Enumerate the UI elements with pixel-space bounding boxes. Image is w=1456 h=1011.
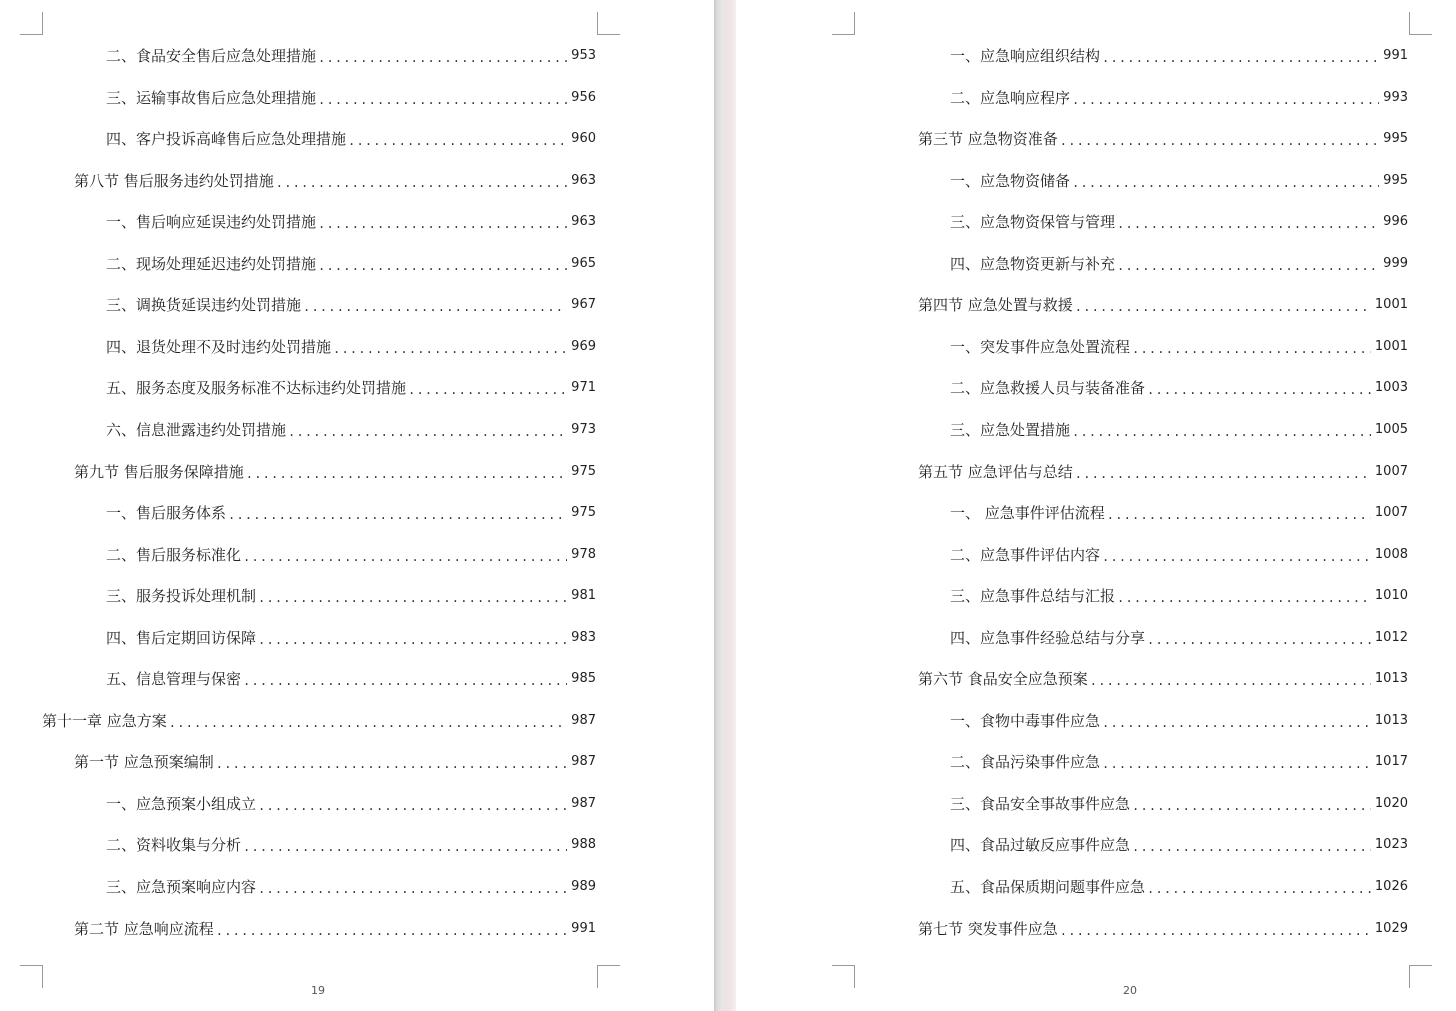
margin-mark-bottom-left (20, 965, 43, 988)
toc-entry-page-number: 975 (571, 505, 596, 520)
margin-mark-top-left (832, 12, 855, 35)
toc-entry-page-number: 975 (571, 464, 596, 479)
toc-entry-title: 五、服务态度及服务标准不达标违约处罚措施 (106, 379, 407, 397)
toc-leader-dots (243, 547, 567, 567)
page-gutter (714, 0, 736, 1011)
toc-leader-dots (318, 90, 567, 110)
toc-entry-page-number: 953 (571, 48, 596, 63)
toc-entry[interactable] (106, 628, 596, 648)
toc-leader-dots (1132, 339, 1371, 359)
toc-leader-dots (1075, 464, 1371, 484)
document-page-right (736, 0, 1456, 1011)
toc-leader-dots (1132, 796, 1371, 816)
toc-entry-page-number: 983 (571, 630, 596, 645)
toc-entry-page-number: 993 (1383, 90, 1408, 105)
toc-entry-page-number: 985 (571, 671, 596, 686)
toc-entry-page-number: 965 (571, 256, 596, 271)
toc-entry[interactable] (950, 545, 1408, 565)
toc-entry-title: 三、调换货延误违约处罚措施 (106, 296, 302, 314)
toc-entry[interactable] (950, 46, 1408, 66)
toc-leader-dots (216, 754, 567, 774)
toc-entry-title: 四、退货处理不及时违约处罚措施 (106, 338, 332, 356)
toc-leader-dots (1102, 48, 1379, 68)
toc-entry-title: 二、应急救援人员与装备准备 (950, 379, 1146, 397)
toc-leader-dots (276, 173, 567, 193)
toc-entry-page-number: 1012 (1374, 630, 1408, 645)
toc-entry-page-number: 995 (1383, 173, 1408, 188)
toc-entry-page-number: 1007 (1374, 464, 1408, 479)
margin-mark-bottom-right (1409, 965, 1432, 988)
toc-entry-page-number: 1017 (1374, 754, 1408, 769)
toc-entry-page-number: 981 (571, 588, 596, 603)
toc-leader-dots (408, 380, 567, 400)
toc-entry-page-number: 1008 (1374, 547, 1408, 562)
toc-entry-title: 二、售后服务标准化 (106, 546, 242, 564)
toc-entry-title: 一、售后响应延误违约处罚措施 (106, 213, 317, 231)
toc-entry-title: 三、应急处置措施 (950, 421, 1071, 439)
toc-entry-title: 五、食品保质期问题事件应急 (950, 878, 1146, 896)
toc-leader-dots (228, 505, 567, 525)
toc-entry[interactable] (74, 171, 596, 191)
toc-entry-page-number: 1023 (1374, 837, 1408, 852)
toc-entry-title: 第三节 应急物资准备 (918, 130, 1058, 148)
toc-entry-page-number: 1026 (1374, 879, 1408, 894)
toc-entry-page-number: 1005 (1374, 422, 1408, 437)
toc-entry[interactable] (950, 877, 1408, 897)
toc-entry[interactable] (950, 171, 1408, 191)
toc-entry-page-number: 967 (571, 297, 596, 312)
toc-entry[interactable] (950, 378, 1408, 398)
toc-entry-page-number: 973 (571, 422, 596, 437)
toc-leader-dots (258, 630, 567, 650)
toc-entry-page-number: 1029 (1374, 921, 1408, 936)
toc-entry[interactable] (106, 254, 596, 274)
toc-entry-page-number: 988 (571, 837, 596, 852)
margin-mark-top-left (20, 12, 43, 35)
toc-entry-title: 二、现场处理延迟违约处罚措施 (106, 255, 317, 273)
toc-leader-dots (1117, 214, 1379, 234)
toc-entry[interactable] (950, 628, 1408, 648)
toc-leader-dots (1102, 547, 1371, 567)
toc-leader-dots (216, 921, 567, 941)
toc-entry[interactable] (106, 877, 596, 897)
toc-entry-title: 一、售后服务体系 (106, 504, 227, 522)
toc-entry-page-number: 991 (571, 921, 596, 936)
toc-entry-title: 第五节 应急评估与总结 (918, 463, 1073, 481)
toc-leader-dots (318, 48, 567, 68)
toc-entry-title: 三、应急物资保管与管理 (950, 213, 1116, 231)
toc-entry-title: 第四节 应急处置与救援 (918, 296, 1073, 314)
toc-entry-page-number: 989 (571, 879, 596, 894)
toc-entry-title: 二、应急事件评估内容 (950, 546, 1101, 564)
toc-entry-page-number: 1003 (1374, 380, 1408, 395)
toc-entry-title: 三、应急预案响应内容 (106, 878, 257, 896)
toc-entry[interactable] (106, 129, 596, 149)
toc-entry-title: 一、食物中毒事件应急 (950, 712, 1101, 730)
toc-entry-page-number: 960 (571, 131, 596, 146)
toc-leader-dots (1072, 422, 1371, 442)
toc-leader-dots (1090, 671, 1371, 691)
toc-entry[interactable] (950, 794, 1408, 814)
toc-leader-dots (258, 796, 567, 816)
toc-entry[interactable] (918, 669, 1408, 689)
toc-entry-title: 三、应急事件总结与汇报 (950, 587, 1116, 605)
toc-entry[interactable] (106, 337, 596, 357)
toc-entry[interactable] (950, 503, 1408, 523)
toc-entry[interactable] (106, 378, 596, 398)
toc-entry[interactable] (950, 88, 1408, 108)
toc-leader-dots (1102, 713, 1371, 733)
toc-entry-page-number: 956 (571, 90, 596, 105)
margin-mark-top-right (597, 12, 620, 35)
toc-entry[interactable] (918, 462, 1408, 482)
toc-leader-dots (1102, 754, 1371, 774)
toc-entry-title: 一、应急响应组织结构 (950, 47, 1101, 65)
toc-entry[interactable] (950, 337, 1408, 357)
toc-entry-title: 第九节 售后服务保障措施 (74, 463, 244, 481)
toc-leader-dots (1072, 90, 1379, 110)
margin-mark-bottom-right (597, 965, 620, 988)
toc-entry-page-number: 987 (571, 796, 596, 811)
toc-entry-title: 第六节 食品安全应急预案 (918, 670, 1088, 688)
toc-entry-title: 二、应急响应程序 (950, 89, 1071, 107)
toc-entry-title: 第八节 售后服务违约处罚措施 (74, 172, 274, 190)
toc-leader-dots (1147, 879, 1371, 899)
toc-entry-title: 二、食品污染事件应急 (950, 753, 1101, 771)
toc-entry-page-number: 995 (1383, 131, 1408, 146)
toc-entry[interactable] (74, 752, 596, 772)
toc-leader-dots (246, 464, 567, 484)
document-page-left (0, 0, 714, 1011)
toc-leader-dots (1147, 630, 1371, 650)
toc-entry-page-number: 1007 (1374, 505, 1408, 520)
toc-entry[interactable] (950, 586, 1408, 606)
toc-entry-title: 四、客户投诉高峰售后应急处理措施 (106, 130, 347, 148)
page-number: 19 (311, 984, 325, 997)
toc-entry[interactable] (106, 295, 596, 315)
toc-entry-title: 一、突发事件应急处置流程 (950, 338, 1131, 356)
toc-leader-dots (258, 588, 567, 608)
toc-leader-dots (1107, 505, 1371, 525)
toc-entry-title: 一、应急物资储备 (950, 172, 1071, 190)
toc-leader-dots (1072, 173, 1379, 193)
toc-entry-title: 四、应急事件经验总结与分享 (950, 629, 1146, 647)
toc-entry-page-number: 987 (571, 754, 596, 769)
toc-entry[interactable] (918, 295, 1408, 315)
margin-mark-top-right (1409, 12, 1432, 35)
toc-leader-dots (1075, 297, 1371, 317)
toc-leader-dots (1147, 380, 1371, 400)
toc-entry-page-number: 1001 (1374, 339, 1408, 354)
toc-entry-title: 第七节 突发事件应急 (918, 920, 1058, 938)
toc-entry-title: 四、应急物资更新与补充 (950, 255, 1116, 273)
toc-entry-page-number: 996 (1383, 214, 1408, 229)
toc-entry-page-number: 1020 (1374, 796, 1408, 811)
toc-entry-title: 一、应急预案小组成立 (106, 795, 257, 813)
toc-leader-dots (243, 671, 567, 691)
toc-entry[interactable] (950, 254, 1408, 274)
toc-leader-dots (243, 837, 567, 857)
toc-leader-dots (348, 131, 567, 151)
toc-entry-page-number: 1013 (1374, 713, 1408, 728)
toc-leader-dots (1060, 921, 1371, 941)
toc-leader-dots (303, 297, 567, 317)
toc-leader-dots (169, 713, 567, 733)
toc-entry-title: 六、信息泄露违约处罚措施 (106, 421, 287, 439)
toc-entry-title: 第一节 应急预案编制 (74, 753, 214, 771)
toc-entry-page-number: 991 (1383, 48, 1408, 63)
toc-entry-page-number: 1001 (1374, 297, 1408, 312)
toc-entry[interactable] (950, 420, 1408, 440)
toc-leader-dots (333, 339, 567, 359)
toc-entry[interactable] (106, 420, 596, 440)
toc-entry-title: 四、售后定期回访保障 (106, 629, 257, 647)
toc-entry-title: 三、服务投诉处理机制 (106, 587, 257, 605)
toc-entry[interactable] (106, 545, 596, 565)
toc-entry-page-number: 987 (571, 713, 596, 728)
toc-entry-page-number: 999 (1383, 256, 1408, 271)
toc-entry[interactable] (106, 669, 596, 689)
toc-entry-title: 三、食品安全事故事件应急 (950, 795, 1131, 813)
toc-leader-dots (318, 214, 567, 234)
toc-entry-title: 二、食品安全售后应急处理措施 (106, 47, 317, 65)
toc-entry-title: 三、运输事故售后应急处理措施 (106, 89, 317, 107)
toc-entry-title: 第二节 应急响应流程 (74, 920, 214, 938)
toc-entry[interactable] (74, 462, 596, 482)
toc-entry-page-number: 1010 (1374, 588, 1408, 603)
toc-entry[interactable] (950, 711, 1408, 731)
toc-entry-title: 一、 应急事件评估流程 (950, 504, 1105, 522)
toc-leader-dots (1117, 588, 1371, 608)
toc-leader-dots (318, 256, 567, 276)
toc-entry[interactable] (918, 919, 1408, 939)
toc-entry[interactable] (950, 835, 1408, 855)
toc-entry-title: 第十一章 应急方案 (42, 712, 167, 730)
toc-entry[interactable] (918, 129, 1408, 149)
toc-entry-page-number: 1013 (1374, 671, 1408, 686)
page-number: 20 (1123, 984, 1137, 997)
toc-entry[interactable] (106, 835, 596, 855)
toc-entry[interactable] (106, 212, 596, 232)
toc-entry-title: 二、资料收集与分析 (106, 836, 242, 854)
toc-entry-page-number: 971 (571, 380, 596, 395)
toc-entry-title: 五、信息管理与保密 (106, 670, 242, 688)
toc-entry[interactable] (42, 711, 596, 731)
toc-leader-dots (1117, 256, 1379, 276)
toc-entry[interactable] (106, 46, 596, 66)
toc-entry-title: 四、食品过敏反应事件应急 (950, 836, 1131, 854)
toc-leader-dots (258, 879, 567, 899)
toc-leader-dots (288, 422, 567, 442)
toc-entry[interactable] (74, 919, 596, 939)
toc-entry[interactable] (106, 88, 596, 108)
toc-entry[interactable] (950, 752, 1408, 772)
toc-entry[interactable] (106, 586, 596, 606)
toc-entry[interactable] (106, 794, 596, 814)
margin-mark-bottom-left (832, 965, 855, 988)
toc-entry-page-number: 969 (571, 339, 596, 354)
toc-entry-page-number: 978 (571, 547, 596, 562)
toc-entry[interactable] (106, 503, 596, 523)
toc-leader-dots (1060, 131, 1379, 151)
toc-entry-page-number: 963 (571, 173, 596, 188)
toc-entry-page-number: 963 (571, 214, 596, 229)
toc-leader-dots (1132, 837, 1371, 857)
toc-entry[interactable] (950, 212, 1408, 232)
